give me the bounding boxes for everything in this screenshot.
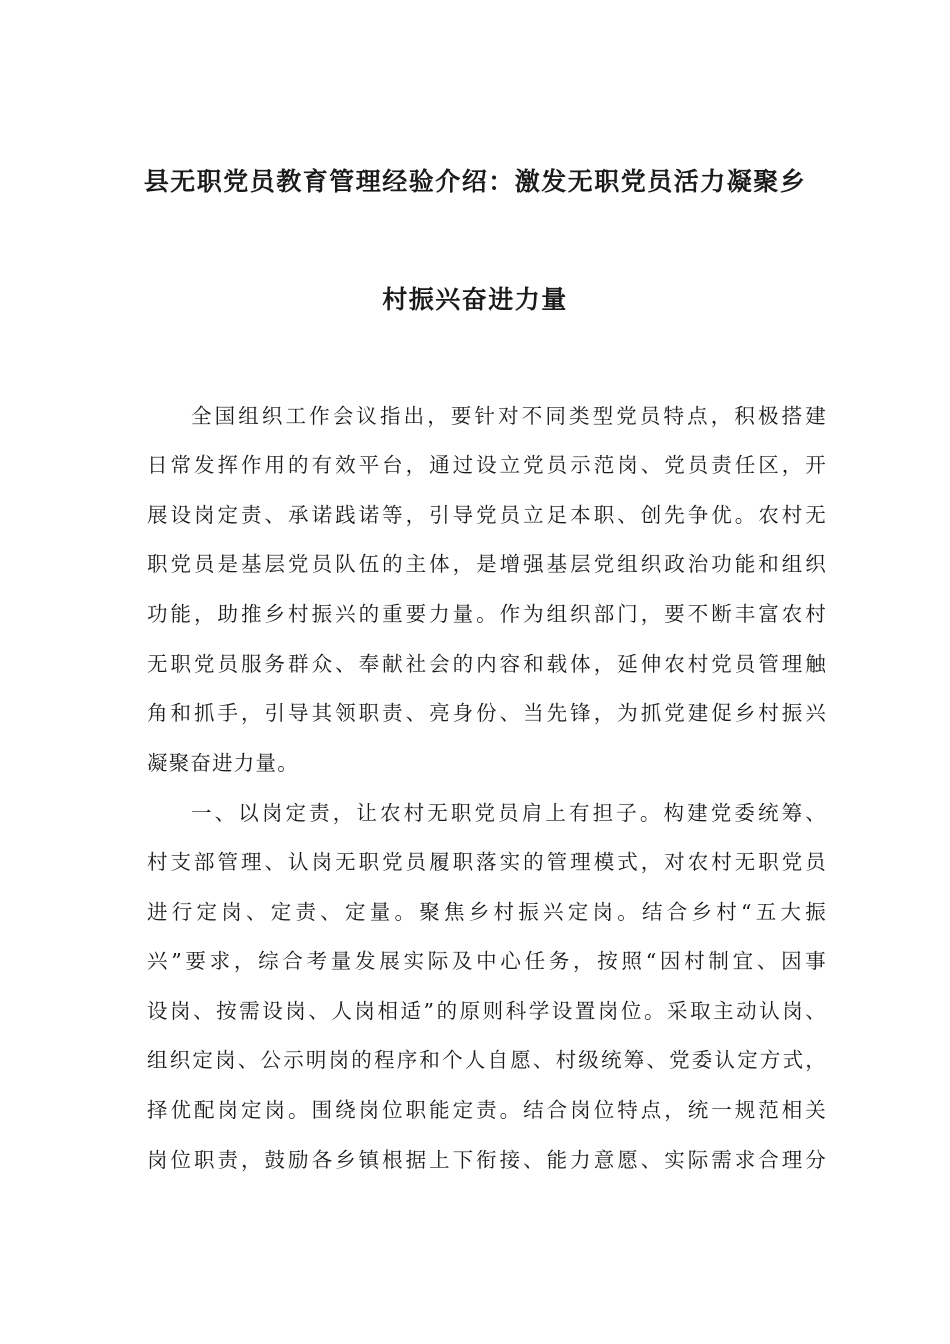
- paragraph-1-line: 全国组织工作会议指出，要针对不同类型党员特点，积极搭建: [191, 404, 827, 428]
- paragraph-2-line: 择优配岗定岗。围绕岗位职能定责。结合岗位特点，统一规范相关: [147, 1098, 827, 1122]
- paragraph-1-line: 凝聚奋进力量。: [147, 751, 299, 775]
- paragraph-1-line: 展设岗定责、承诺践诺等，引导党员立足本职、创先争优。农村无: [147, 503, 827, 527]
- paragraph-1-line: 职党员是基层党员队伍的主体，是增强基层党组织政治功能和组织: [147, 552, 827, 576]
- paragraph-2-line: 进行定岗、定责、定量。聚焦乡村振兴定岗。结合乡村“五大振: [147, 900, 827, 924]
- paragraph-1-line: 无职党员服务群众、奉献社会的内容和载体，延伸农村党员管理触: [147, 652, 827, 676]
- paragraph-2-line: 兴”要求，综合考量发展实际及中心任务，按照“因村制宜、因事: [147, 949, 827, 973]
- paragraph-1-line: 功能，助推乡村振兴的重要力量。作为组织部门，要不断丰富农村: [147, 602, 827, 626]
- paragraph-2-line: 设岗、按需设岗、人岗相适”的原则科学设置岗位。采取主动认岗、: [147, 999, 827, 1023]
- paragraph-1-line: 日常发挥作用的有效平台，通过设立党员示范岗、党员责任区，开: [147, 453, 827, 477]
- paragraph-2-line: 组织定岗、公示明岗的程序和个人自愿、村级统筹、党委认定方式，: [147, 1048, 827, 1072]
- paragraph-1-line: 角和抓手，引导其领职责、亮身份、当先锋，为抓党建促乡村振兴: [147, 701, 827, 725]
- paragraph-2-line: 岗位职责，鼓励各乡镇根据上下衔接、能力意愿、实际需求合理分: [147, 1148, 827, 1172]
- document-title-line-2: 村振兴奋进力量: [382, 285, 568, 314]
- paragraph-2-line: 一、以岗定责，让农村无职党员肩上有担子。构建党委统筹、: [191, 801, 827, 825]
- paragraph-2-line: 村支部管理、认岗无职党员履职落实的管理模式，对农村无职党员: [147, 850, 827, 874]
- document-title-line-1: 县无职党员教育管理经验介绍：激发无职党员活力凝聚乡: [143, 167, 807, 196]
